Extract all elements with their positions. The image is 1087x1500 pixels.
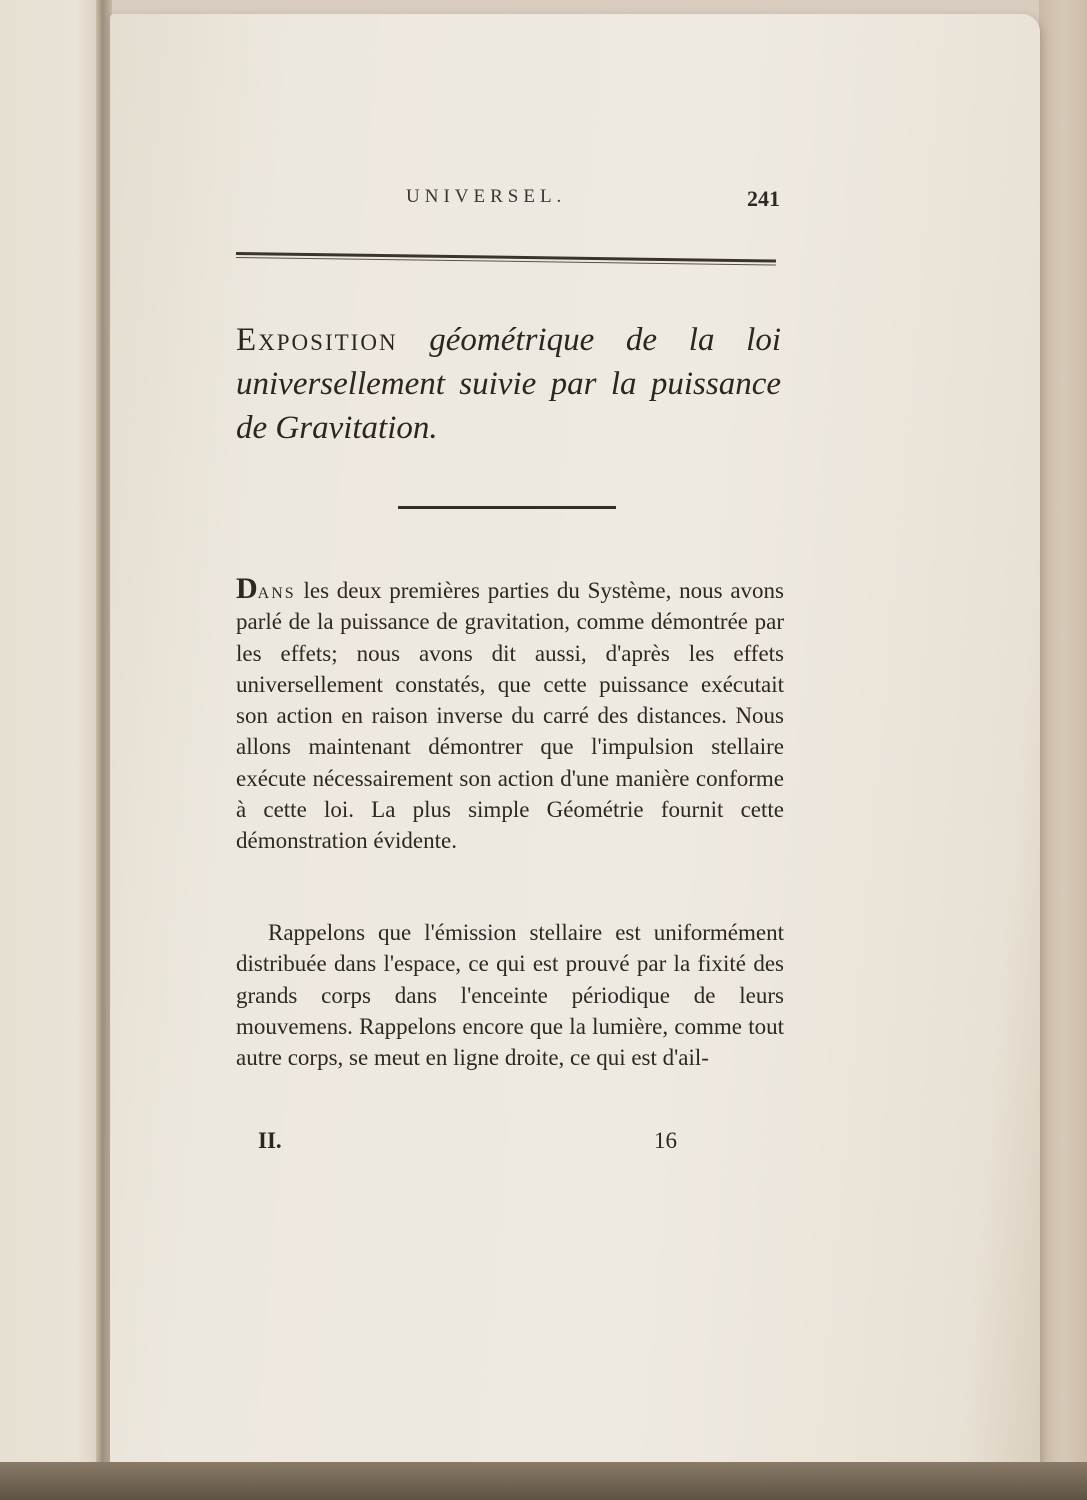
paragraph-opening-caps: ans	[257, 578, 296, 603]
paragraph-2	[236, 917, 784, 1073]
paragraph-1-text: les deux premières parties du Système, nous avons parlé de la puissance de gravitation, comme démontrée par les effets; nous avons dit aussi, d'après les effets universellement constatés, que cette puissance exécutait son action en raison inverse du carré des distances. Nous allons maintenant démontrer que l'impulsion stellaire exécute nécessairement son action d'une manière conforme à cette loi. La plus simple Géométrie fournit cette démonstration évidente.	[236, 578, 784, 854]
paragraph-1	[236, 573, 784, 857]
gathering-mark: 16	[654, 1128, 677, 1153]
title-rule	[398, 506, 616, 509]
volume-signature: II.	[258, 1128, 282, 1153]
table-surface	[0, 1462, 1087, 1500]
running-head	[236, 186, 786, 220]
section-title	[236, 318, 781, 450]
paragraph-initial: D	[236, 572, 258, 605]
section-title-rest: géométrique de la loi universellement suivie par la puissance de Gravitation.	[236, 322, 781, 446]
background-wall	[1039, 0, 1087, 1500]
running-title: UNIVERSEL.	[406, 186, 567, 207]
section-title-first-word: Exposition	[236, 322, 398, 358]
paragraph-2-text: Rappelons que l'émission stellaire est uniformément distribuée dans l'espace, ce qui est prouvé par la fixité des grands corps dans l'enceinte périodique de leurs mouvemens. Rappelons encore que la lumière, comme tout autre corps, se meut en ligne droite, ce qui est d'ail-	[236, 920, 784, 1071]
facing-left-page	[0, 0, 110, 1500]
page-number: 241	[747, 186, 780, 211]
